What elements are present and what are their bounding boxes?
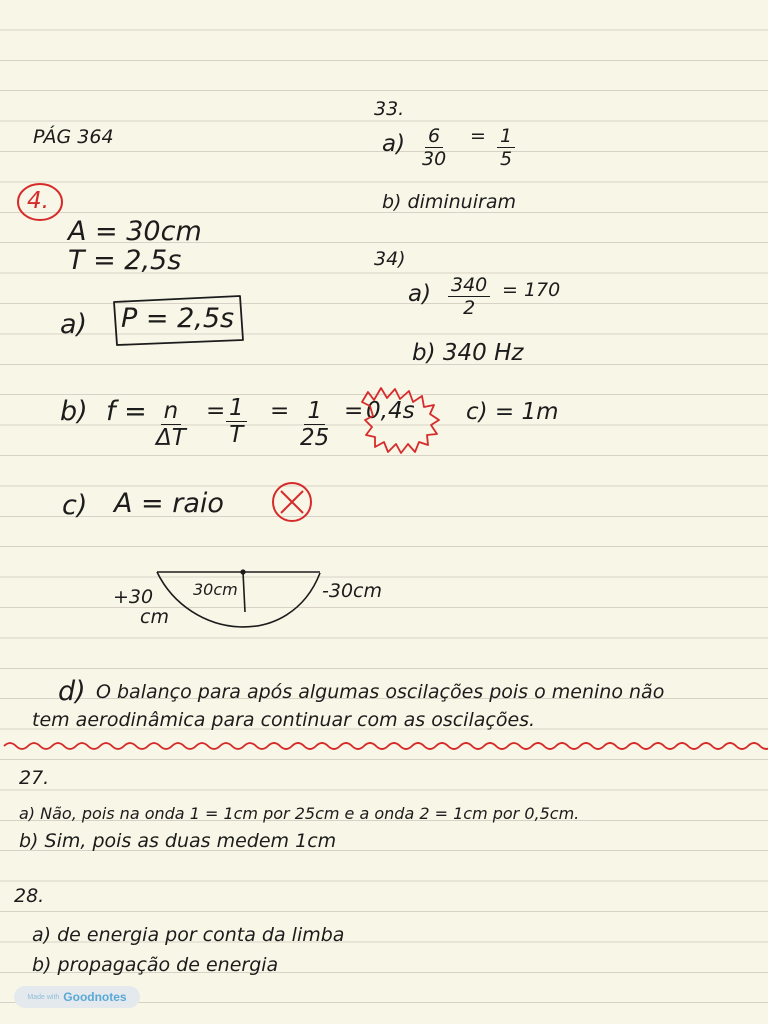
q4-c-answer: A = raio	[114, 488, 224, 519]
q4-b-f: f =	[106, 396, 147, 427]
q27-a-answer: a) Não, pois na onda 1 = 1cm por 25cm e a onda 2 = 1cm por 0,5cm.	[19, 804, 580, 823]
fraction-numerator: n	[161, 400, 182, 425]
diagram-center-label: 30cm	[193, 580, 238, 599]
pendulum-arc	[157, 572, 320, 627]
q33-b-answer: b) diminuiram	[382, 191, 516, 213]
goodnotes-brand: Goodnotes	[63, 990, 127, 1004]
q4-d-line-2: tem aerodinâmica para continuar com as oscilações.	[32, 709, 536, 731]
fraction-numerator: 1	[226, 397, 247, 422]
question-34-number: 34)	[374, 248, 406, 270]
goodnotes-badge[interactable]	[14, 986, 140, 1008]
fraction-denominator: 30	[422, 148, 447, 170]
fraction-numerator: 1	[497, 127, 515, 148]
question-33-number: 33.	[374, 98, 405, 120]
q4-a-answer-box	[114, 296, 243, 345]
diagram-left-label: +30	[113, 586, 154, 608]
pendulum-pivot	[240, 569, 245, 574]
q34-a-result: = 170	[502, 279, 561, 301]
fraction-numerator: 6	[425, 127, 443, 148]
question-27-number: 27.	[19, 767, 50, 789]
section-separator-wave	[4, 743, 768, 749]
q28-b-answer: b) propagação de energia	[32, 954, 279, 976]
made-with-label: Made with	[27, 993, 60, 1001]
equals-sign: =	[270, 398, 290, 424]
question-4-number: 4.	[27, 188, 49, 214]
fraction-denominator: 25	[300, 425, 330, 451]
fraction-denominator: T	[229, 422, 244, 448]
q34-c-answer: c) = 1m	[466, 399, 559, 425]
q4-a-answer: P = 2,5s	[121, 303, 235, 334]
fraction-denominator: ΔT	[156, 425, 186, 451]
fraction-denominator: 5	[500, 148, 513, 170]
question-4-circle	[18, 184, 62, 220]
pendulum-string	[243, 572, 245, 612]
fraction-denominator: 2	[463, 297, 476, 319]
equals-sign: =	[344, 398, 364, 424]
q4-b-result: 0,4s	[366, 398, 415, 424]
q4-c-label: c)	[62, 490, 88, 521]
q4-a-label: a)	[60, 309, 88, 340]
page-reference: PÁG 364	[33, 126, 114, 148]
q27-b-answer: b) Sim, pois as duas medem 1cm	[19, 830, 337, 852]
q34-b-answer: b) 340 Hz	[412, 340, 524, 366]
q34-a-label: a)	[408, 281, 432, 307]
diagram-right-label: -30cm	[322, 580, 382, 602]
equals-sign: =	[470, 125, 486, 147]
given-period: T = 2,5s	[68, 245, 182, 276]
diagram-left-unit: cm	[140, 606, 169, 628]
q4-d-line-1: O balanço para após algumas oscilações pois o menino não	[96, 681, 665, 703]
question-28-number: 28.	[14, 885, 45, 907]
fraction-numerator: 340	[448, 276, 490, 297]
q28-a-answer: a) de energia por conta da limba	[32, 924, 345, 946]
q4-b-label: b)	[60, 396, 88, 427]
q4-b-result-highlight	[362, 388, 439, 453]
q4-d-label: d)	[58, 676, 86, 707]
equals-sign: =	[206, 398, 226, 424]
fraction-numerator: 1	[304, 400, 325, 425]
given-amplitude: A = 30cm	[68, 216, 202, 247]
q33-a-label: a)	[382, 131, 406, 157]
